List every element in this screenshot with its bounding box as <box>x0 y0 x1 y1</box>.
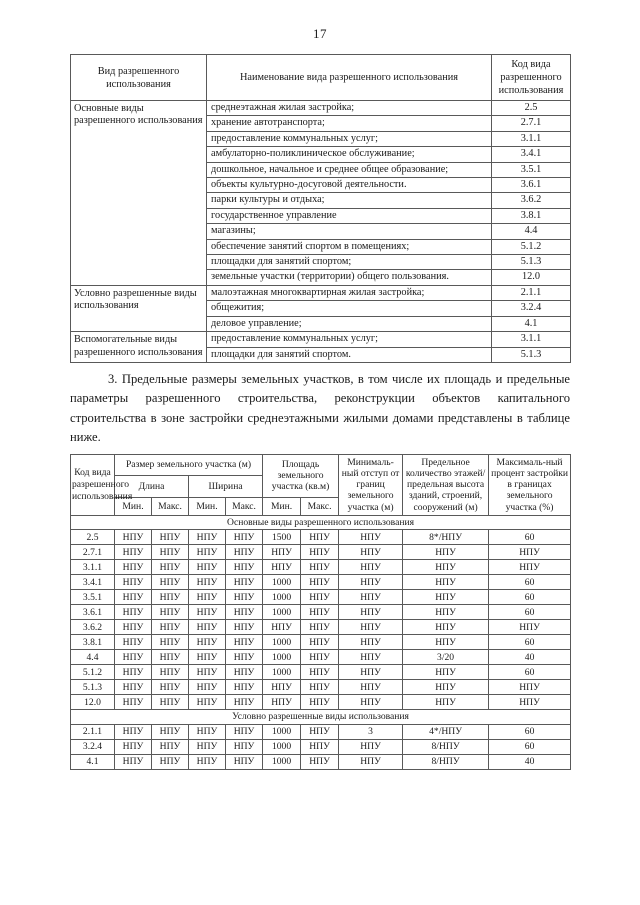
param-length-max-cell: НПУ <box>152 754 189 769</box>
param-width-max-cell: НПУ <box>226 620 263 635</box>
param-width-min-cell: НПУ <box>189 545 226 560</box>
param-setback-cell: НПУ <box>339 560 403 575</box>
table-row <box>71 332 571 347</box>
param-width-min-cell: НПУ <box>189 620 226 635</box>
param-floors-cell: НПУ <box>403 665 489 680</box>
param-percent-cell: 60 <box>489 724 571 739</box>
param-length-max-cell: НПУ <box>152 635 189 650</box>
param-setback-cell: НПУ <box>339 680 403 695</box>
param-setback-cell: НПУ <box>339 650 403 665</box>
use-code-cell: 4.1 <box>492 316 571 331</box>
use-code-cell: 3.4.1 <box>492 147 571 162</box>
param-area-min-cell: 1000 <box>263 739 301 754</box>
param-setback-cell: НПУ <box>339 695 403 710</box>
param-width-min-cell: НПУ <box>189 695 226 710</box>
param-percent-cell: НПУ <box>489 620 571 635</box>
param-length-min-cell: НПУ <box>115 620 152 635</box>
param-length-max-cell: НПУ <box>152 724 189 739</box>
use-name-cell: малоэтажная многоквартирная жилая застройка; <box>207 285 492 300</box>
param-length-min-cell: НПУ <box>115 665 152 680</box>
param-width-min-cell: НПУ <box>189 605 226 620</box>
header-area-max: Макс. <box>301 497 339 515</box>
param-length-max-cell: НПУ <box>152 530 189 545</box>
use-code-cell: 3.2.4 <box>492 301 571 316</box>
use-name-cell: площадки для занятий спортом. <box>207 347 492 362</box>
param-code-cell: 3.2.4 <box>71 739 115 754</box>
header-width-min: Мин. <box>189 497 226 515</box>
param-width-max-cell: НПУ <box>226 530 263 545</box>
header-length-min: Мин. <box>115 497 152 515</box>
param-area-max-cell: НПУ <box>301 724 339 739</box>
header-plot-size: Размер земельного участка (м) <box>115 454 263 476</box>
param-length-min-cell: НПУ <box>115 754 152 769</box>
use-name-cell: среднеэтажная жилая застройка; <box>207 101 492 116</box>
param-area-max-cell: НПУ <box>301 635 339 650</box>
param-area-min-cell: 1000 <box>263 605 301 620</box>
param-code-cell: 4.4 <box>71 650 115 665</box>
param-code-cell: 2.7.1 <box>71 545 115 560</box>
header-length-max: Макс. <box>152 497 189 515</box>
use-name-cell: общежития; <box>207 301 492 316</box>
limit-parameters-table <box>70 454 571 770</box>
use-name-cell: магазины; <box>207 224 492 239</box>
param-length-max-cell: НПУ <box>152 739 189 754</box>
param-width-max-cell: НПУ <box>226 605 263 620</box>
use-code-cell: 2.1.1 <box>492 285 571 300</box>
param-width-min-cell: НПУ <box>189 650 226 665</box>
param-width-max-cell: НПУ <box>226 695 263 710</box>
param-code-cell: 3.6.1 <box>71 605 115 620</box>
permitted-use-types-table <box>70 54 571 363</box>
param-width-min-cell: НПУ <box>189 575 226 590</box>
param-length-min-cell: НПУ <box>115 635 152 650</box>
header-plot-area: Площадь земельного участка (кв.м) <box>263 454 339 497</box>
param-area-min-cell: НПУ <box>263 545 301 560</box>
param-width-max-cell: НПУ <box>226 754 263 769</box>
param-area-min-cell: НПУ <box>263 560 301 575</box>
table-row <box>71 620 571 635</box>
param-floors-cell: 8*/НПУ <box>403 530 489 545</box>
param-floors-cell: НПУ <box>403 695 489 710</box>
use-code-cell: 3.8.1 <box>492 208 571 223</box>
param-percent-cell: 60 <box>489 575 571 590</box>
use-code-cell: 5.1.2 <box>492 239 571 254</box>
use-name-cell: обеспечение занятий спортом в помещениях; <box>207 239 492 254</box>
param-width-max-cell: НПУ <box>226 575 263 590</box>
param-area-max-cell: НПУ <box>301 680 339 695</box>
param-code-cell: 3.6.2 <box>71 620 115 635</box>
table-row <box>71 754 571 769</box>
param-area-min-cell: 1000 <box>263 665 301 680</box>
param-length-min-cell: НПУ <box>115 590 152 605</box>
param-setback-cell: НПУ <box>339 545 403 560</box>
param-length-min-cell: НПУ <box>115 650 152 665</box>
header-width: Ширина <box>189 476 263 498</box>
table-row <box>71 285 571 300</box>
param-percent-cell: 40 <box>489 754 571 769</box>
param-length-min-cell: НПУ <box>115 680 152 695</box>
param-area-min-cell: 1000 <box>263 590 301 605</box>
param-setback-cell: НПУ <box>339 635 403 650</box>
use-code-cell: 3.6.2 <box>492 193 571 208</box>
param-width-max-cell: НПУ <box>226 545 263 560</box>
table-row <box>71 545 571 560</box>
param-area-min-cell: 1000 <box>263 635 301 650</box>
use-name-cell: площадки для занятий спортом; <box>207 255 492 270</box>
use-name-cell: предоставление коммунальных услуг; <box>207 131 492 146</box>
use-name-cell: предоставление коммунальных услуг; <box>207 332 492 347</box>
use-name-cell: дошкольное, начальное и среднее общее образование; <box>207 162 492 177</box>
param-length-min-cell: НПУ <box>115 739 152 754</box>
use-code-cell: 2.5 <box>492 101 571 116</box>
param-length-max-cell: НПУ <box>152 695 189 710</box>
param-percent-cell: 60 <box>489 739 571 754</box>
param-code-cell: 2.5 <box>71 530 115 545</box>
header-build-percent: Максималь-ный процент застройки в границах земельного участка (%) <box>489 454 571 515</box>
use-code-cell: 3.1.1 <box>492 131 571 146</box>
table-row <box>71 635 571 650</box>
use-code-cell: 12.0 <box>492 270 571 285</box>
param-percent-cell: 60 <box>489 530 571 545</box>
param-length-min-cell: НПУ <box>115 724 152 739</box>
param-area-max-cell: НПУ <box>301 545 339 560</box>
param-length-min-cell: НПУ <box>115 560 152 575</box>
use-name-cell: амбулаторно-поликлиническое обслуживание; <box>207 147 492 162</box>
param-code-cell: 5.1.3 <box>71 680 115 695</box>
paragraph-limits-intro: 3. Предельные размеры земельных участков, в том числе их площадь и предельные параметры разрешенного строительства, реконструкции объектов капитального строительства в зоне застройки среднеэтажными жилыми домами представлены в таблице ниже. <box>70 371 570 445</box>
table-header-row <box>71 55 571 101</box>
param-floors-cell: НПУ <box>403 635 489 650</box>
section-title-row <box>71 516 571 530</box>
section-title-row <box>71 710 571 724</box>
param-width-max-cell: НПУ <box>226 724 263 739</box>
table-row <box>71 575 571 590</box>
param-code-cell: 2.1.1 <box>71 724 115 739</box>
param-length-min-cell: НПУ <box>115 695 152 710</box>
param-floors-cell: 8/НПУ <box>403 754 489 769</box>
page-number: 17 <box>313 26 327 41</box>
param-code-cell: 5.1.2 <box>71 665 115 680</box>
param-width-min-cell: НПУ <box>189 560 226 575</box>
param-length-max-cell: НПУ <box>152 620 189 635</box>
table-row <box>71 605 571 620</box>
section-title: Основные виды разрешенного использования <box>71 516 571 530</box>
use-code-cell: 3.1.1 <box>492 332 571 347</box>
param-floors-cell: НПУ <box>403 590 489 605</box>
param-percent-cell: 60 <box>489 605 571 620</box>
section-title: Условно разрешенные виды использования <box>71 710 571 724</box>
param-width-max-cell: НПУ <box>226 635 263 650</box>
param-setback-cell: 3 <box>339 724 403 739</box>
param-length-min-cell: НПУ <box>115 605 152 620</box>
use-group-label: Условно разрешенные виды использования <box>71 285 207 331</box>
table-row <box>71 665 571 680</box>
param-floors-cell: НПУ <box>403 620 489 635</box>
param-percent-cell: 60 <box>489 635 571 650</box>
param-width-max-cell: НПУ <box>226 739 263 754</box>
param-code-cell: 3.8.1 <box>71 635 115 650</box>
param-area-min-cell: 1000 <box>263 724 301 739</box>
param-setback-cell: НПУ <box>339 739 403 754</box>
param-area-min-cell: НПУ <box>263 695 301 710</box>
param-setback-cell: НПУ <box>339 530 403 545</box>
use-code-cell: 3.6.1 <box>492 178 571 193</box>
use-name-cell: деловое управление; <box>207 316 492 331</box>
use-name-cell: земельные участки (территории) общего пользования. <box>207 270 492 285</box>
table-row <box>71 724 571 739</box>
use-name-cell: государственное управление <box>207 208 492 223</box>
param-floors-cell: 3/20 <box>403 650 489 665</box>
param-area-min-cell: 1500 <box>263 530 301 545</box>
param-area-max-cell: НПУ <box>301 739 339 754</box>
param-length-max-cell: НПУ <box>152 605 189 620</box>
param-code-cell: 12.0 <box>71 695 115 710</box>
param-width-min-cell: НПУ <box>189 724 226 739</box>
param-width-min-cell: НПУ <box>189 530 226 545</box>
param-width-max-cell: НПУ <box>226 665 263 680</box>
limit-parameters-header <box>71 454 571 515</box>
header-use-name: Наименование вида разрешенного использования <box>207 55 492 101</box>
use-code-cell: 5.1.3 <box>492 347 571 362</box>
param-width-min-cell: НПУ <box>189 665 226 680</box>
param-width-min-cell: НПУ <box>189 739 226 754</box>
param-length-max-cell: НПУ <box>152 665 189 680</box>
param-area-min-cell: 1000 <box>263 650 301 665</box>
param-length-max-cell: НПУ <box>152 650 189 665</box>
param-area-max-cell: НПУ <box>301 620 339 635</box>
table-row <box>71 530 571 545</box>
header-area-min: Мин. <box>263 497 301 515</box>
param-setback-cell: НПУ <box>339 575 403 590</box>
param-area-max-cell: НПУ <box>301 530 339 545</box>
param-area-max-cell: НПУ <box>301 575 339 590</box>
param-percent-cell: 60 <box>489 590 571 605</box>
param-percent-cell: 60 <box>489 665 571 680</box>
param-width-max-cell: НПУ <box>226 560 263 575</box>
table-row <box>71 680 571 695</box>
param-code-cell: 3.1.1 <box>71 560 115 575</box>
param-area-max-cell: НПУ <box>301 754 339 769</box>
param-width-max-cell: НПУ <box>226 590 263 605</box>
table-row <box>71 560 571 575</box>
limit-parameters-body <box>71 516 571 770</box>
param-length-min-cell: НПУ <box>115 530 152 545</box>
use-name-cell: объекты культурно-досуговой деятельности. <box>207 178 492 193</box>
param-area-min-cell: 1000 <box>263 575 301 590</box>
param-length-max-cell: НПУ <box>152 560 189 575</box>
header-code: Код вида разрешенного использования <box>71 454 115 515</box>
param-area-max-cell: НПУ <box>301 650 339 665</box>
table-row <box>71 101 571 116</box>
param-length-max-cell: НПУ <box>152 575 189 590</box>
table-row <box>71 695 571 710</box>
param-area-max-cell: НПУ <box>301 590 339 605</box>
param-length-max-cell: НПУ <box>152 590 189 605</box>
param-percent-cell: НПУ <box>489 545 571 560</box>
param-length-min-cell: НПУ <box>115 575 152 590</box>
param-setback-cell: НПУ <box>339 590 403 605</box>
param-setback-cell: НПУ <box>339 620 403 635</box>
use-group-label: Основные виды разрешенного использования <box>71 101 207 286</box>
param-code-cell: 3.4.1 <box>71 575 115 590</box>
param-width-max-cell: НПУ <box>226 650 263 665</box>
header-length: Длина <box>115 476 189 498</box>
table-row <box>71 590 571 605</box>
use-code-cell: 4.4 <box>492 224 571 239</box>
param-floors-cell: НПУ <box>403 605 489 620</box>
param-area-max-cell: НПУ <box>301 605 339 620</box>
header-floors-height: Предельное количество этажей/ предельная высота зданий, строений, сооружений (м) <box>403 454 489 515</box>
param-width-max-cell: НПУ <box>226 680 263 695</box>
param-area-min-cell: 1000 <box>263 754 301 769</box>
table-row <box>71 739 571 754</box>
param-code-cell: 3.5.1 <box>71 590 115 605</box>
table-row <box>71 650 571 665</box>
param-floors-cell: 8/НПУ <box>403 739 489 754</box>
use-name-cell: хранение автотранспорта; <box>207 116 492 131</box>
permitted-use-types-body <box>71 101 571 363</box>
param-percent-cell: НПУ <box>489 695 571 710</box>
use-code-cell: 5.1.3 <box>492 255 571 270</box>
use-code-cell: 3.5.1 <box>492 162 571 177</box>
param-width-min-cell: НПУ <box>189 590 226 605</box>
param-area-max-cell: НПУ <box>301 695 339 710</box>
use-name-cell: парки культуры и отдыха; <box>207 193 492 208</box>
param-width-min-cell: НПУ <box>189 680 226 695</box>
header-setback: Минималь-ный отступ от границ земельного участка (м) <box>339 454 403 515</box>
param-width-min-cell: НПУ <box>189 635 226 650</box>
param-length-min-cell: НПУ <box>115 545 152 560</box>
param-setback-cell: НПУ <box>339 605 403 620</box>
use-group-label: Вспомогательные виды разрешенного использования <box>71 332 207 363</box>
param-percent-cell: 40 <box>489 650 571 665</box>
param-setback-cell: НПУ <box>339 665 403 680</box>
param-area-min-cell: НПУ <box>263 620 301 635</box>
param-percent-cell: НПУ <box>489 680 571 695</box>
header-use-code: Код вида разрешенного использования <box>492 55 571 101</box>
param-length-max-cell: НПУ <box>152 680 189 695</box>
param-code-cell: 4.1 <box>71 754 115 769</box>
param-percent-cell: НПУ <box>489 560 571 575</box>
param-length-max-cell: НПУ <box>152 545 189 560</box>
param-floors-cell: 4*/НПУ <box>403 724 489 739</box>
param-floors-cell: НПУ <box>403 575 489 590</box>
param-width-min-cell: НПУ <box>189 754 226 769</box>
param-floors-cell: НПУ <box>403 680 489 695</box>
param-floors-cell: НПУ <box>403 545 489 560</box>
param-area-max-cell: НПУ <box>301 665 339 680</box>
param-area-min-cell: НПУ <box>263 680 301 695</box>
header-width-max: Макс. <box>226 497 263 515</box>
param-setback-cell: НПУ <box>339 754 403 769</box>
param-floors-cell: НПУ <box>403 560 489 575</box>
param-area-max-cell: НПУ <box>301 560 339 575</box>
use-code-cell: 2.7.1 <box>492 116 571 131</box>
header-use-type: Вид разрешенного использования <box>71 55 207 101</box>
